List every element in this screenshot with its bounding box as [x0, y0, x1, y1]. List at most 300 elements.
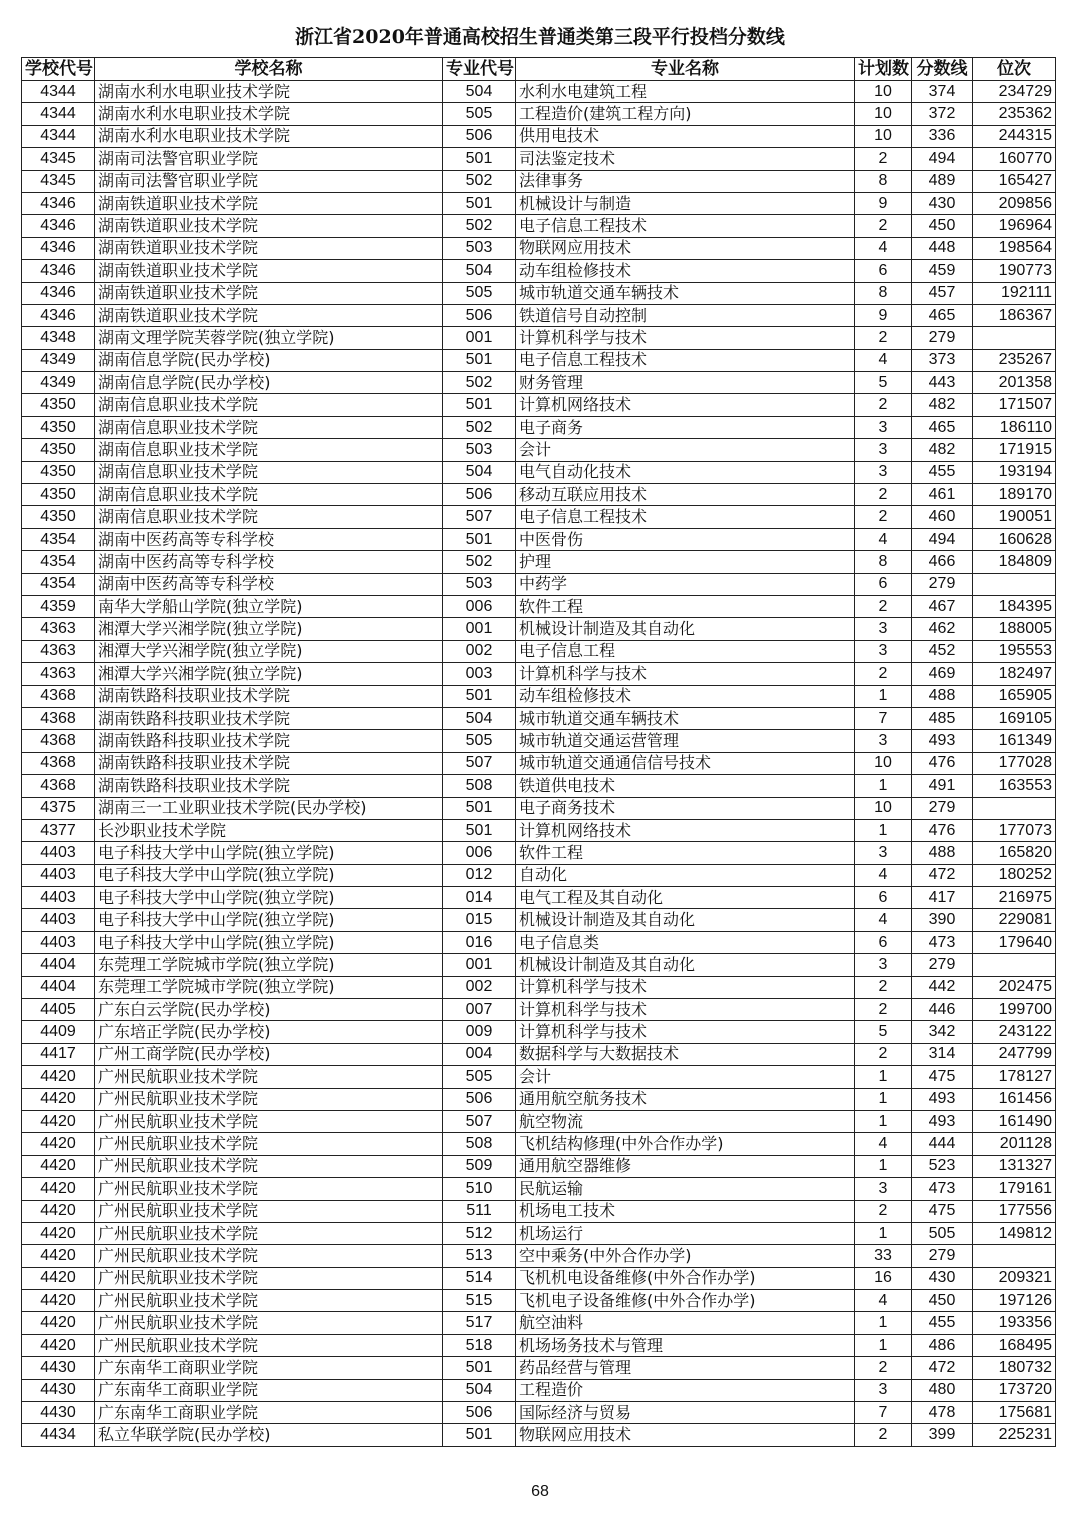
cell-major-code: 507 [443, 1110, 516, 1132]
cell-major-name: 飞机结构修理(中外合作办学) [516, 1133, 855, 1155]
cell-school-name: 电子科技大学中山学院(独立学院) [95, 842, 443, 864]
cell-major-name: 计算机网络技术 [516, 394, 855, 416]
cell-major-name: 机械设计制造及其自动化 [516, 618, 855, 640]
cell-school-code: 4354 [22, 551, 95, 573]
cell-plan-count: 1 [855, 1110, 912, 1132]
table-row [22, 595, 1056, 617]
cell-school-code: 4368 [22, 752, 95, 774]
cell-plan-count: 2 [855, 484, 912, 506]
cell-major-code: 501 [443, 192, 516, 214]
cell-school-name: 湖南铁路科技职业技术学院 [95, 775, 443, 797]
cell-school-code: 4420 [22, 1200, 95, 1222]
cell-school-code: 4368 [22, 730, 95, 752]
table-row [22, 1222, 1056, 1244]
cell-score-line: 417 [912, 887, 973, 909]
cell-school-code: 4350 [22, 484, 95, 506]
cell-plan-count: 3 [855, 730, 912, 752]
cell-school-name: 湖南三一工业职业技术学院(民办学校) [95, 797, 443, 819]
cell-major-code: 512 [443, 1222, 516, 1244]
cell-plan-count: 10 [855, 103, 912, 125]
cell-school-code: 4346 [22, 304, 95, 326]
cell-school-code: 4346 [22, 282, 95, 304]
cell-plan-count: 2 [855, 1424, 912, 1446]
cell-school-code: 4368 [22, 775, 95, 797]
cell-rank: 202475 [973, 976, 1056, 998]
cell-school-name: 湖南信息职业技术学院 [95, 461, 443, 483]
cell-plan-count: 3 [855, 640, 912, 662]
cell-school-code: 4403 [22, 842, 95, 864]
table-row [22, 842, 1056, 864]
cell-school-name: 广州民航职业技术学院 [95, 1178, 443, 1200]
cell-score-line: 475 [912, 1200, 973, 1222]
cell-school-name: 广州民航职业技术学院 [95, 1334, 443, 1356]
table-row [22, 1178, 1056, 1200]
cell-major-name: 城市轨道交通车辆技术 [516, 282, 855, 304]
table-row [22, 819, 1056, 841]
cell-major-name: 机场场务技术与管理 [516, 1334, 855, 1356]
cell-school-name: 湖南信息职业技术学院 [95, 416, 443, 438]
cell-rank: 171915 [973, 439, 1056, 461]
cell-score-line: 493 [912, 1110, 973, 1132]
table-row [22, 1357, 1056, 1379]
cell-plan-count: 6 [855, 931, 912, 953]
cell-school-name: 湖南信息职业技术学院 [95, 506, 443, 528]
table-row [22, 484, 1056, 506]
cell-major-name: 飞机电子设备维修(中外合作办学) [516, 1290, 855, 1312]
cell-major-code: 501 [443, 797, 516, 819]
cell-rank: 190773 [973, 260, 1056, 282]
cell-school-code: 4354 [22, 528, 95, 550]
cell-school-name: 湘潭大学兴湘学院(独立学院) [95, 618, 443, 640]
cell-major-code: 501 [443, 148, 516, 170]
cell-major-name: 电子商务技术 [516, 797, 855, 819]
cell-rank: 173720 [973, 1379, 1056, 1401]
cell-plan-count: 2 [855, 663, 912, 685]
cell-plan-count: 10 [855, 752, 912, 774]
cell-major-code: 506 [443, 125, 516, 147]
cell-rank: 190051 [973, 506, 1056, 528]
table-row [22, 1267, 1056, 1289]
cell-school-name: 湖南信息学院(民办学校) [95, 349, 443, 371]
cell-rank: 193356 [973, 1312, 1056, 1334]
cell-score-line: 486 [912, 1334, 973, 1356]
cell-score-line: 467 [912, 595, 973, 617]
cell-major-name: 民航运输 [516, 1178, 855, 1200]
cell-major-name: 计算机网络技术 [516, 819, 855, 841]
table-row [22, 1066, 1056, 1088]
cell-school-name: 湖南铁道职业技术学院 [95, 260, 443, 282]
cell-school-name: 湖南信息学院(民办学校) [95, 372, 443, 394]
cell-rank: 209321 [973, 1267, 1056, 1289]
cell-rank: 160770 [973, 148, 1056, 170]
table-row [22, 1245, 1056, 1267]
cell-major-name: 电子信息工程技术 [516, 506, 855, 528]
cell-school-code: 4405 [22, 999, 95, 1021]
table-row [22, 394, 1056, 416]
table-row [22, 685, 1056, 707]
cell-major-code: 502 [443, 170, 516, 192]
cell-school-code: 4409 [22, 1021, 95, 1043]
cell-major-code: 002 [443, 976, 516, 998]
cell-rank: 182497 [973, 663, 1056, 685]
cell-major-name: 动车组检修技术 [516, 260, 855, 282]
cell-school-code: 4350 [22, 394, 95, 416]
cell-plan-count: 2 [855, 595, 912, 617]
cell-school-name: 广州民航职业技术学院 [95, 1312, 443, 1334]
table-row [22, 125, 1056, 147]
cell-school-name: 湖南铁道职业技术学院 [95, 282, 443, 304]
table-row [22, 1402, 1056, 1424]
cell-rank: 131327 [973, 1155, 1056, 1177]
cell-school-name: 湖南铁路科技职业技术学院 [95, 752, 443, 774]
cell-school-code: 4350 [22, 416, 95, 438]
cell-school-name: 电子科技大学中山学院(独立学院) [95, 931, 443, 953]
cell-rank: 235362 [973, 103, 1056, 125]
cell-score-line: 459 [912, 260, 973, 282]
table-row [22, 461, 1056, 483]
cell-plan-count: 3 [855, 1178, 912, 1200]
cell-rank: 244315 [973, 125, 1056, 147]
table-row [22, 416, 1056, 438]
cell-score-line: 476 [912, 752, 973, 774]
cell-score-line: 494 [912, 528, 973, 550]
cell-plan-count: 4 [855, 349, 912, 371]
cell-school-code: 4346 [22, 215, 95, 237]
table-row [22, 1379, 1056, 1401]
cell-rank: 177028 [973, 752, 1056, 774]
cell-school-code: 4350 [22, 439, 95, 461]
cell-score-line: 473 [912, 931, 973, 953]
cell-major-name: 通用航空器维修 [516, 1155, 855, 1177]
table-row [22, 1290, 1056, 1312]
cell-major-code: 506 [443, 1402, 516, 1424]
cell-score-line: 279 [912, 954, 973, 976]
cell-school-name: 湖南铁道职业技术学院 [95, 215, 443, 237]
table-row [22, 1312, 1056, 1334]
cell-rank: 161349 [973, 730, 1056, 752]
cell-school-code: 4346 [22, 192, 95, 214]
table-row [22, 954, 1056, 976]
cell-major-name: 自动化 [516, 864, 855, 886]
cell-score-line: 523 [912, 1155, 973, 1177]
cell-plan-count: 1 [855, 1334, 912, 1356]
cell-major-name: 电子信息工程技术 [516, 349, 855, 371]
cell-school-code: 4420 [22, 1334, 95, 1356]
table-row [22, 304, 1056, 326]
cell-major-name: 中药学 [516, 573, 855, 595]
cell-score-line: 444 [912, 1133, 973, 1155]
cell-school-name: 湖南中医药高等专科学校 [95, 528, 443, 550]
cell-major-name: 计算机科学与技术 [516, 999, 855, 1021]
cell-major-name: 空中乘务(中外合作办学) [516, 1245, 855, 1267]
cell-rank: 195553 [973, 640, 1056, 662]
cell-rank: 192111 [973, 282, 1056, 304]
page-title: 浙江省2020年普通高校招生普通类第三段平行投档分数线 [295, 26, 785, 48]
cell-major-code: 503 [443, 573, 516, 595]
cell-major-name: 计算机科学与技术 [516, 663, 855, 685]
cell-school-code: 4368 [22, 685, 95, 707]
cell-major-code: 009 [443, 1021, 516, 1043]
cell-major-name: 工程造价(建筑工程方向) [516, 103, 855, 125]
cell-school-code: 4345 [22, 170, 95, 192]
cell-major-name: 软件工程 [516, 595, 855, 617]
cell-plan-count: 6 [855, 573, 912, 595]
cell-plan-count: 3 [855, 618, 912, 640]
cell-school-name: 湖南铁路科技职业技术学院 [95, 707, 443, 729]
cell-school-code: 4363 [22, 663, 95, 685]
cell-school-code: 4430 [22, 1402, 95, 1424]
table-row [22, 1110, 1056, 1132]
header-school-name: 学校名称 [95, 58, 443, 81]
cell-plan-count: 1 [855, 685, 912, 707]
cell-rank: 171507 [973, 394, 1056, 416]
cell-score-line: 482 [912, 439, 973, 461]
cell-major-code: 517 [443, 1312, 516, 1334]
table-header-row [22, 58, 1056, 81]
table-row [22, 528, 1056, 550]
cell-major-name: 电气工程及其自动化 [516, 887, 855, 909]
cell-major-code: 504 [443, 81, 516, 103]
cell-plan-count: 3 [855, 954, 912, 976]
cell-score-line: 465 [912, 304, 973, 326]
cell-plan-count: 1 [855, 1222, 912, 1244]
cell-major-code: 505 [443, 103, 516, 125]
cell-school-name: 南华大学船山学院(独立学院) [95, 595, 443, 617]
cell-school-code: 4363 [22, 640, 95, 662]
table-row [22, 506, 1056, 528]
cell-rank [973, 954, 1056, 976]
cell-school-code: 4350 [22, 461, 95, 483]
table-row [22, 931, 1056, 953]
cell-score-line: 493 [912, 730, 973, 752]
cell-major-code: 505 [443, 282, 516, 304]
cell-rank [973, 573, 1056, 595]
cell-plan-count: 2 [855, 148, 912, 170]
cell-school-code: 4368 [22, 707, 95, 729]
cell-school-code: 4420 [22, 1222, 95, 1244]
table-row [22, 640, 1056, 662]
cell-plan-count: 3 [855, 1379, 912, 1401]
cell-rank: 160628 [973, 528, 1056, 550]
table-row [22, 730, 1056, 752]
cell-school-name: 湖南铁道职业技术学院 [95, 304, 443, 326]
cell-school-name: 东莞理工学院城市学院(独立学院) [95, 976, 443, 998]
cell-school-code: 4346 [22, 237, 95, 259]
cell-major-code: 006 [443, 842, 516, 864]
cell-rank: 163553 [973, 775, 1056, 797]
cell-major-code: 007 [443, 999, 516, 1021]
table-row [22, 148, 1056, 170]
cell-school-name: 东莞理工学院城市学院(独立学院) [95, 954, 443, 976]
cell-school-name: 湖南中医药高等专科学校 [95, 551, 443, 573]
cell-school-code: 4349 [22, 372, 95, 394]
cell-score-line: 279 [912, 797, 973, 819]
cell-score-line: 443 [912, 372, 973, 394]
cell-major-code: 015 [443, 909, 516, 931]
table-row [22, 887, 1056, 909]
table-row [22, 864, 1056, 886]
cell-rank: 177556 [973, 1200, 1056, 1222]
cell-school-code: 4420 [22, 1110, 95, 1132]
cell-score-line: 475 [912, 1066, 973, 1088]
cell-major-code: 501 [443, 394, 516, 416]
cell-school-name: 湖南铁路科技职业技术学院 [95, 730, 443, 752]
cell-school-code: 4420 [22, 1088, 95, 1110]
cell-school-name: 电子科技大学中山学院(独立学院) [95, 887, 443, 909]
cell-plan-count: 3 [855, 416, 912, 438]
cell-school-name: 广州民航职业技术学院 [95, 1088, 443, 1110]
cell-rank: 180252 [973, 864, 1056, 886]
cell-rank: 178127 [973, 1066, 1056, 1088]
cell-plan-count: 2 [855, 976, 912, 998]
cell-school-code: 4404 [22, 954, 95, 976]
header-major-code: 专业代号 [443, 58, 516, 81]
cell-rank: 193194 [973, 461, 1056, 483]
table-row [22, 909, 1056, 931]
cell-major-code: 508 [443, 1133, 516, 1155]
cell-school-code: 4344 [22, 81, 95, 103]
cell-school-name: 广州民航职业技术学院 [95, 1155, 443, 1177]
cell-school-name: 广东南华工商职业学院 [95, 1379, 443, 1401]
cell-major-code: 016 [443, 931, 516, 953]
table-row [22, 775, 1056, 797]
cell-major-name: 航空物流 [516, 1110, 855, 1132]
cell-major-code: 505 [443, 1066, 516, 1088]
cell-rank: 184395 [973, 595, 1056, 617]
cell-school-name: 广东南华工商职业学院 [95, 1357, 443, 1379]
cell-plan-count: 8 [855, 282, 912, 304]
cell-school-name: 广州工商学院(民办学校) [95, 1043, 443, 1065]
cell-school-name: 广州民航职业技术学院 [95, 1222, 443, 1244]
cell-plan-count: 1 [855, 1312, 912, 1334]
cell-score-line: 374 [912, 81, 973, 103]
table-row [22, 1021, 1056, 1043]
cell-plan-count: 8 [855, 551, 912, 573]
table-row [22, 81, 1056, 103]
cell-plan-count: 2 [855, 1200, 912, 1222]
cell-major-code: 508 [443, 775, 516, 797]
cell-major-code: 014 [443, 887, 516, 909]
cell-score-line: 461 [912, 484, 973, 506]
cell-major-name: 财务管理 [516, 372, 855, 394]
table-row [22, 237, 1056, 259]
cell-school-code: 4377 [22, 819, 95, 841]
cell-major-name: 移动互联应用技术 [516, 484, 855, 506]
cell-school-name: 湘潭大学兴湘学院(独立学院) [95, 640, 443, 662]
table-row [22, 551, 1056, 573]
cell-major-code: 501 [443, 685, 516, 707]
table-row [22, 573, 1056, 595]
cell-school-code: 4430 [22, 1379, 95, 1401]
table-row [22, 797, 1056, 819]
cell-rank: 234729 [973, 81, 1056, 103]
table-row [22, 1155, 1056, 1177]
cell-school-name: 广州民航职业技术学院 [95, 1133, 443, 1155]
cell-score-line: 491 [912, 775, 973, 797]
cell-score-line: 489 [912, 170, 973, 192]
cell-school-code: 4403 [22, 909, 95, 931]
cell-rank [973, 1245, 1056, 1267]
cell-major-name: 铁道供电技术 [516, 775, 855, 797]
cell-major-code: 503 [443, 439, 516, 461]
cell-score-line: 452 [912, 640, 973, 662]
cell-plan-count: 8 [855, 170, 912, 192]
cell-score-line: 488 [912, 842, 973, 864]
cell-major-code: 003 [443, 663, 516, 685]
cell-major-code: 502 [443, 372, 516, 394]
cell-school-code: 4403 [22, 931, 95, 953]
cell-major-name: 物联网应用技术 [516, 1424, 855, 1446]
cell-major-code: 504 [443, 461, 516, 483]
cell-score-line: 442 [912, 976, 973, 998]
cell-major-name: 会计 [516, 1066, 855, 1088]
cell-rank: 168495 [973, 1334, 1056, 1356]
cell-plan-count: 1 [855, 1155, 912, 1177]
cell-score-line: 480 [912, 1379, 973, 1401]
cell-rank [973, 797, 1056, 819]
cell-rank: 216975 [973, 887, 1056, 909]
cell-school-name: 广东白云学院(民办学校) [95, 999, 443, 1021]
cell-school-code: 4420 [22, 1133, 95, 1155]
cell-plan-count: 3 [855, 461, 912, 483]
cell-major-code: 004 [443, 1043, 516, 1065]
cell-plan-count: 2 [855, 1043, 912, 1065]
cell-plan-count: 16 [855, 1267, 912, 1289]
cell-rank [973, 327, 1056, 349]
cell-plan-count: 4 [855, 1133, 912, 1155]
cell-school-name: 广州民航职业技术学院 [95, 1267, 443, 1289]
cell-school-name: 湖南中医药高等专科学校 [95, 573, 443, 595]
cell-major-name: 计算机科学与技术 [516, 976, 855, 998]
cell-school-code: 4344 [22, 125, 95, 147]
cell-plan-count: 10 [855, 81, 912, 103]
cell-rank: 188005 [973, 618, 1056, 640]
cell-major-name: 供用电技术 [516, 125, 855, 147]
cell-plan-count: 2 [855, 506, 912, 528]
cell-school-name: 长沙职业技术学院 [95, 819, 443, 841]
cell-major-name: 电子信息工程 [516, 640, 855, 662]
cell-score-line: 466 [912, 551, 973, 573]
cell-school-name: 湖南铁路科技职业技术学院 [95, 685, 443, 707]
cell-major-name: 法律事务 [516, 170, 855, 192]
cell-school-code: 4359 [22, 595, 95, 617]
cell-school-code: 4350 [22, 506, 95, 528]
table-row [22, 260, 1056, 282]
cell-major-name: 软件工程 [516, 842, 855, 864]
header-score-line: 分数线 [912, 58, 973, 81]
cell-major-code: 001 [443, 327, 516, 349]
cell-major-code: 511 [443, 1200, 516, 1222]
cell-rank: 229081 [973, 909, 1056, 931]
cell-score-line: 482 [912, 394, 973, 416]
cell-school-name: 广东南华工商职业学院 [95, 1402, 443, 1424]
cell-rank: 209856 [973, 192, 1056, 214]
cell-major-code: 507 [443, 752, 516, 774]
cell-school-code: 4344 [22, 103, 95, 125]
cell-plan-count: 4 [855, 1290, 912, 1312]
cell-major-code: 006 [443, 595, 516, 617]
cell-plan-count: 33 [855, 1245, 912, 1267]
cell-score-line: 372 [912, 103, 973, 125]
cell-major-name: 机械设计制造及其自动化 [516, 909, 855, 931]
cell-major-code: 501 [443, 528, 516, 550]
cell-school-name: 电子科技大学中山学院(独立学院) [95, 864, 443, 886]
cell-plan-count: 1 [855, 775, 912, 797]
cell-score-line: 279 [912, 1245, 973, 1267]
cell-plan-count: 7 [855, 707, 912, 729]
table-body [22, 81, 1056, 1447]
cell-score-line: 373 [912, 349, 973, 371]
